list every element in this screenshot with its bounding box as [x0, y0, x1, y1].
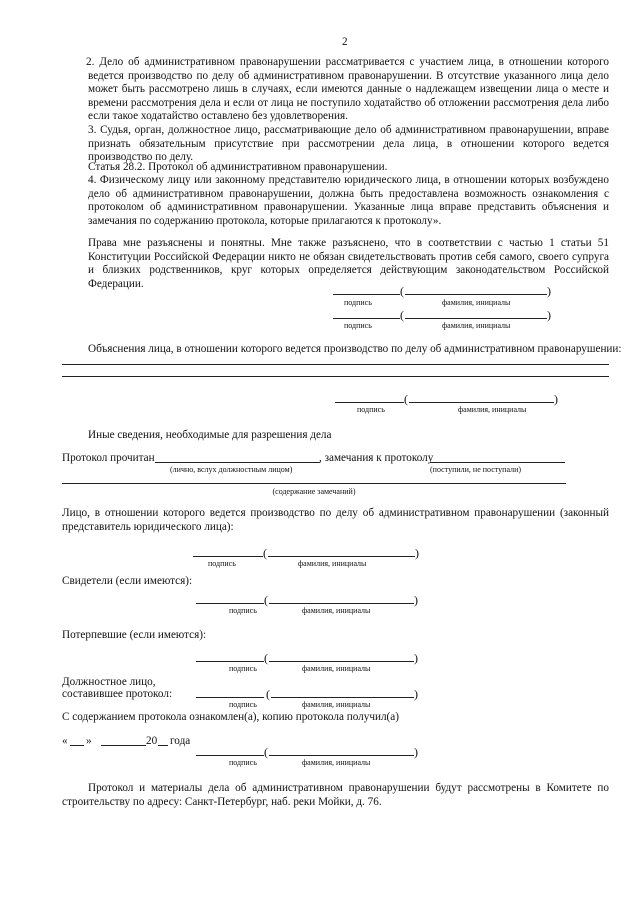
explanations-label: Объяснения лица, в отношении которого ведется производство по делу об административном правонарушении:: [88, 343, 622, 355]
paren-open: (: [266, 687, 270, 701]
protocol-read-label: Протокол прочитан: [62, 452, 155, 464]
signature-line[interactable]: [333, 294, 400, 295]
name-caption: фамилия, инициалы: [458, 405, 527, 414]
year-prefix: 20: [146, 735, 158, 747]
signature-line[interactable]: [196, 755, 264, 756]
official-label-1: Должностное лицо,: [62, 676, 156, 688]
remarks-content-caption: (содержание замечаний): [272, 487, 356, 496]
remarks-content-line[interactable]: [62, 483, 566, 484]
signature-line[interactable]: [196, 661, 264, 662]
signature-caption: подпись: [357, 405, 385, 414]
paren-open: (: [264, 651, 268, 665]
paren-close: ): [414, 745, 418, 759]
year-suffix: года: [170, 735, 191, 747]
name-caption: фамилия, инициалы: [302, 606, 371, 615]
name-line[interactable]: [269, 661, 414, 662]
paren-open: (: [263, 546, 267, 560]
name-caption: фамилия, инициалы: [442, 298, 511, 307]
explanations-line-1[interactable]: [62, 364, 609, 365]
other-info-label: Иные сведения, необходимые для разрешения дела: [88, 429, 332, 441]
signature-caption: подпись: [229, 758, 257, 767]
paren-close: ): [554, 392, 558, 406]
paren-close: ): [415, 546, 419, 560]
protocol-read-line[interactable]: [155, 462, 320, 463]
name-caption: фамилия, инициалы: [442, 321, 511, 330]
rights-statement: Права мне разъяснены и понятны. Мне также разъяснено, что в соответствии с частью 1 статьи 51 Конституции Российской Федерации никто не обязан свидетельствовать против себя самого, своего супруга и близких родственников, круг которых определяется действующим законодательством Российской Федерации.: [88, 237, 609, 290]
signature-line[interactable]: [196, 603, 264, 604]
paren-close: ): [414, 687, 418, 701]
signature-caption: подпись: [344, 298, 372, 307]
remarks-line[interactable]: [430, 462, 565, 463]
paren-open: (: [404, 392, 408, 406]
year-line[interactable]: [158, 745, 168, 746]
person-label: Лицо, в отношении которого ведется производство по делу об административном правонарушении (законный представитель юридического лица):: [62, 507, 609, 533]
date-quote-open: «: [62, 735, 68, 747]
paren-close: ): [547, 284, 551, 298]
signature-line[interactable]: [333, 318, 400, 319]
remarks-label: , замечания к протоколу: [319, 452, 434, 464]
name-caption: фамилия, инициалы: [302, 758, 371, 767]
date-quote-close: »: [86, 735, 92, 747]
name-line[interactable]: [409, 402, 554, 403]
victims-label: Потерпевшие (если имеются):: [62, 629, 207, 641]
acquainted-statement: С содержанием протокола ознакомлен(а), копию протокола получил(а): [62, 711, 399, 723]
name-line[interactable]: [271, 697, 414, 698]
explanations-line-2[interactable]: [62, 376, 609, 377]
paren-close: ): [414, 651, 418, 665]
official-label-2: составившее протокол:: [62, 688, 173, 700]
signature-line[interactable]: [196, 697, 264, 698]
witnesses-label: Свидетели (если имеются):: [62, 575, 193, 587]
month-line[interactable]: [101, 745, 146, 746]
signature-caption: подпись: [229, 700, 257, 709]
paragraph-3: 3. Судья, орган, должностное лицо, рассматривающие дело об административном правонарушении, вправе признать обязательным присутствие при рассмотрении дела лица, в отношении которого ведется производство по делу.: [88, 124, 609, 164]
name-line[interactable]: [268, 556, 415, 557]
signature-caption: подпись: [229, 606, 257, 615]
signature-line[interactable]: [335, 402, 404, 403]
name-caption: фамилия, инициалы: [302, 664, 371, 673]
paren-close: ): [414, 593, 418, 607]
signature-caption: подпись: [229, 664, 257, 673]
footer-note: Протокол и материалы дела об административном правонарушении будут рассмотрены в Комитете по строительству по адресу: Санкт-Петербург, наб. реки Мойки, д. 76.: [62, 782, 609, 808]
day-line[interactable]: [70, 745, 84, 746]
name-line[interactable]: [269, 603, 414, 604]
name-line[interactable]: [405, 318, 547, 319]
name-line[interactable]: [405, 294, 547, 295]
protocol-read-caption: (лично, вслух должностным лицом): [170, 465, 293, 474]
paren-open: (: [400, 308, 404, 322]
paragraph-2: 2. Дело об административном правонарушении рассматривается с участием лица, в отношении которого ведется производство по делу об административном правонарушении. В отсутствие указанного лица дело может быть рассмотрено лишь в случаях, если имеются данные о надлежащем извещении лица о месте и времени рассмотрения дела и если от лица не поступило ходатайство об отложении рассмотрения дела либо если такое ходатайство оставлено без удовлетворения.: [86, 56, 609, 123]
paren-open: (: [264, 593, 268, 607]
signature-line[interactable]: [193, 556, 263, 557]
paren-open: (: [264, 745, 268, 759]
name-caption: фамилия, инициалы: [302, 700, 371, 709]
signature-caption: подпись: [344, 321, 372, 330]
article-heading: Статья 28.2. Протокол об административном правонарушении.: [88, 161, 388, 173]
signature-caption: подпись: [208, 559, 236, 568]
paren-open: (: [400, 284, 404, 298]
paren-close: ): [547, 308, 551, 322]
name-caption: фамилия, инициалы: [298, 559, 367, 568]
remarks-caption: (поступили, не поступали): [430, 465, 522, 474]
paragraph-4: 4. Физическому лицу или законному представителю юридического лица, в отношении которых возбуждено дело об административном правонарушении, должна быть предоставлена возможность ознакомления с протоколом об административном правонарушении. Указанные лица вправе представить объяснения и замечания по содержанию протокола, которые прилагаются к протоколу».: [88, 174, 609, 227]
page-number: 2: [342, 36, 348, 48]
name-line[interactable]: [269, 755, 414, 756]
